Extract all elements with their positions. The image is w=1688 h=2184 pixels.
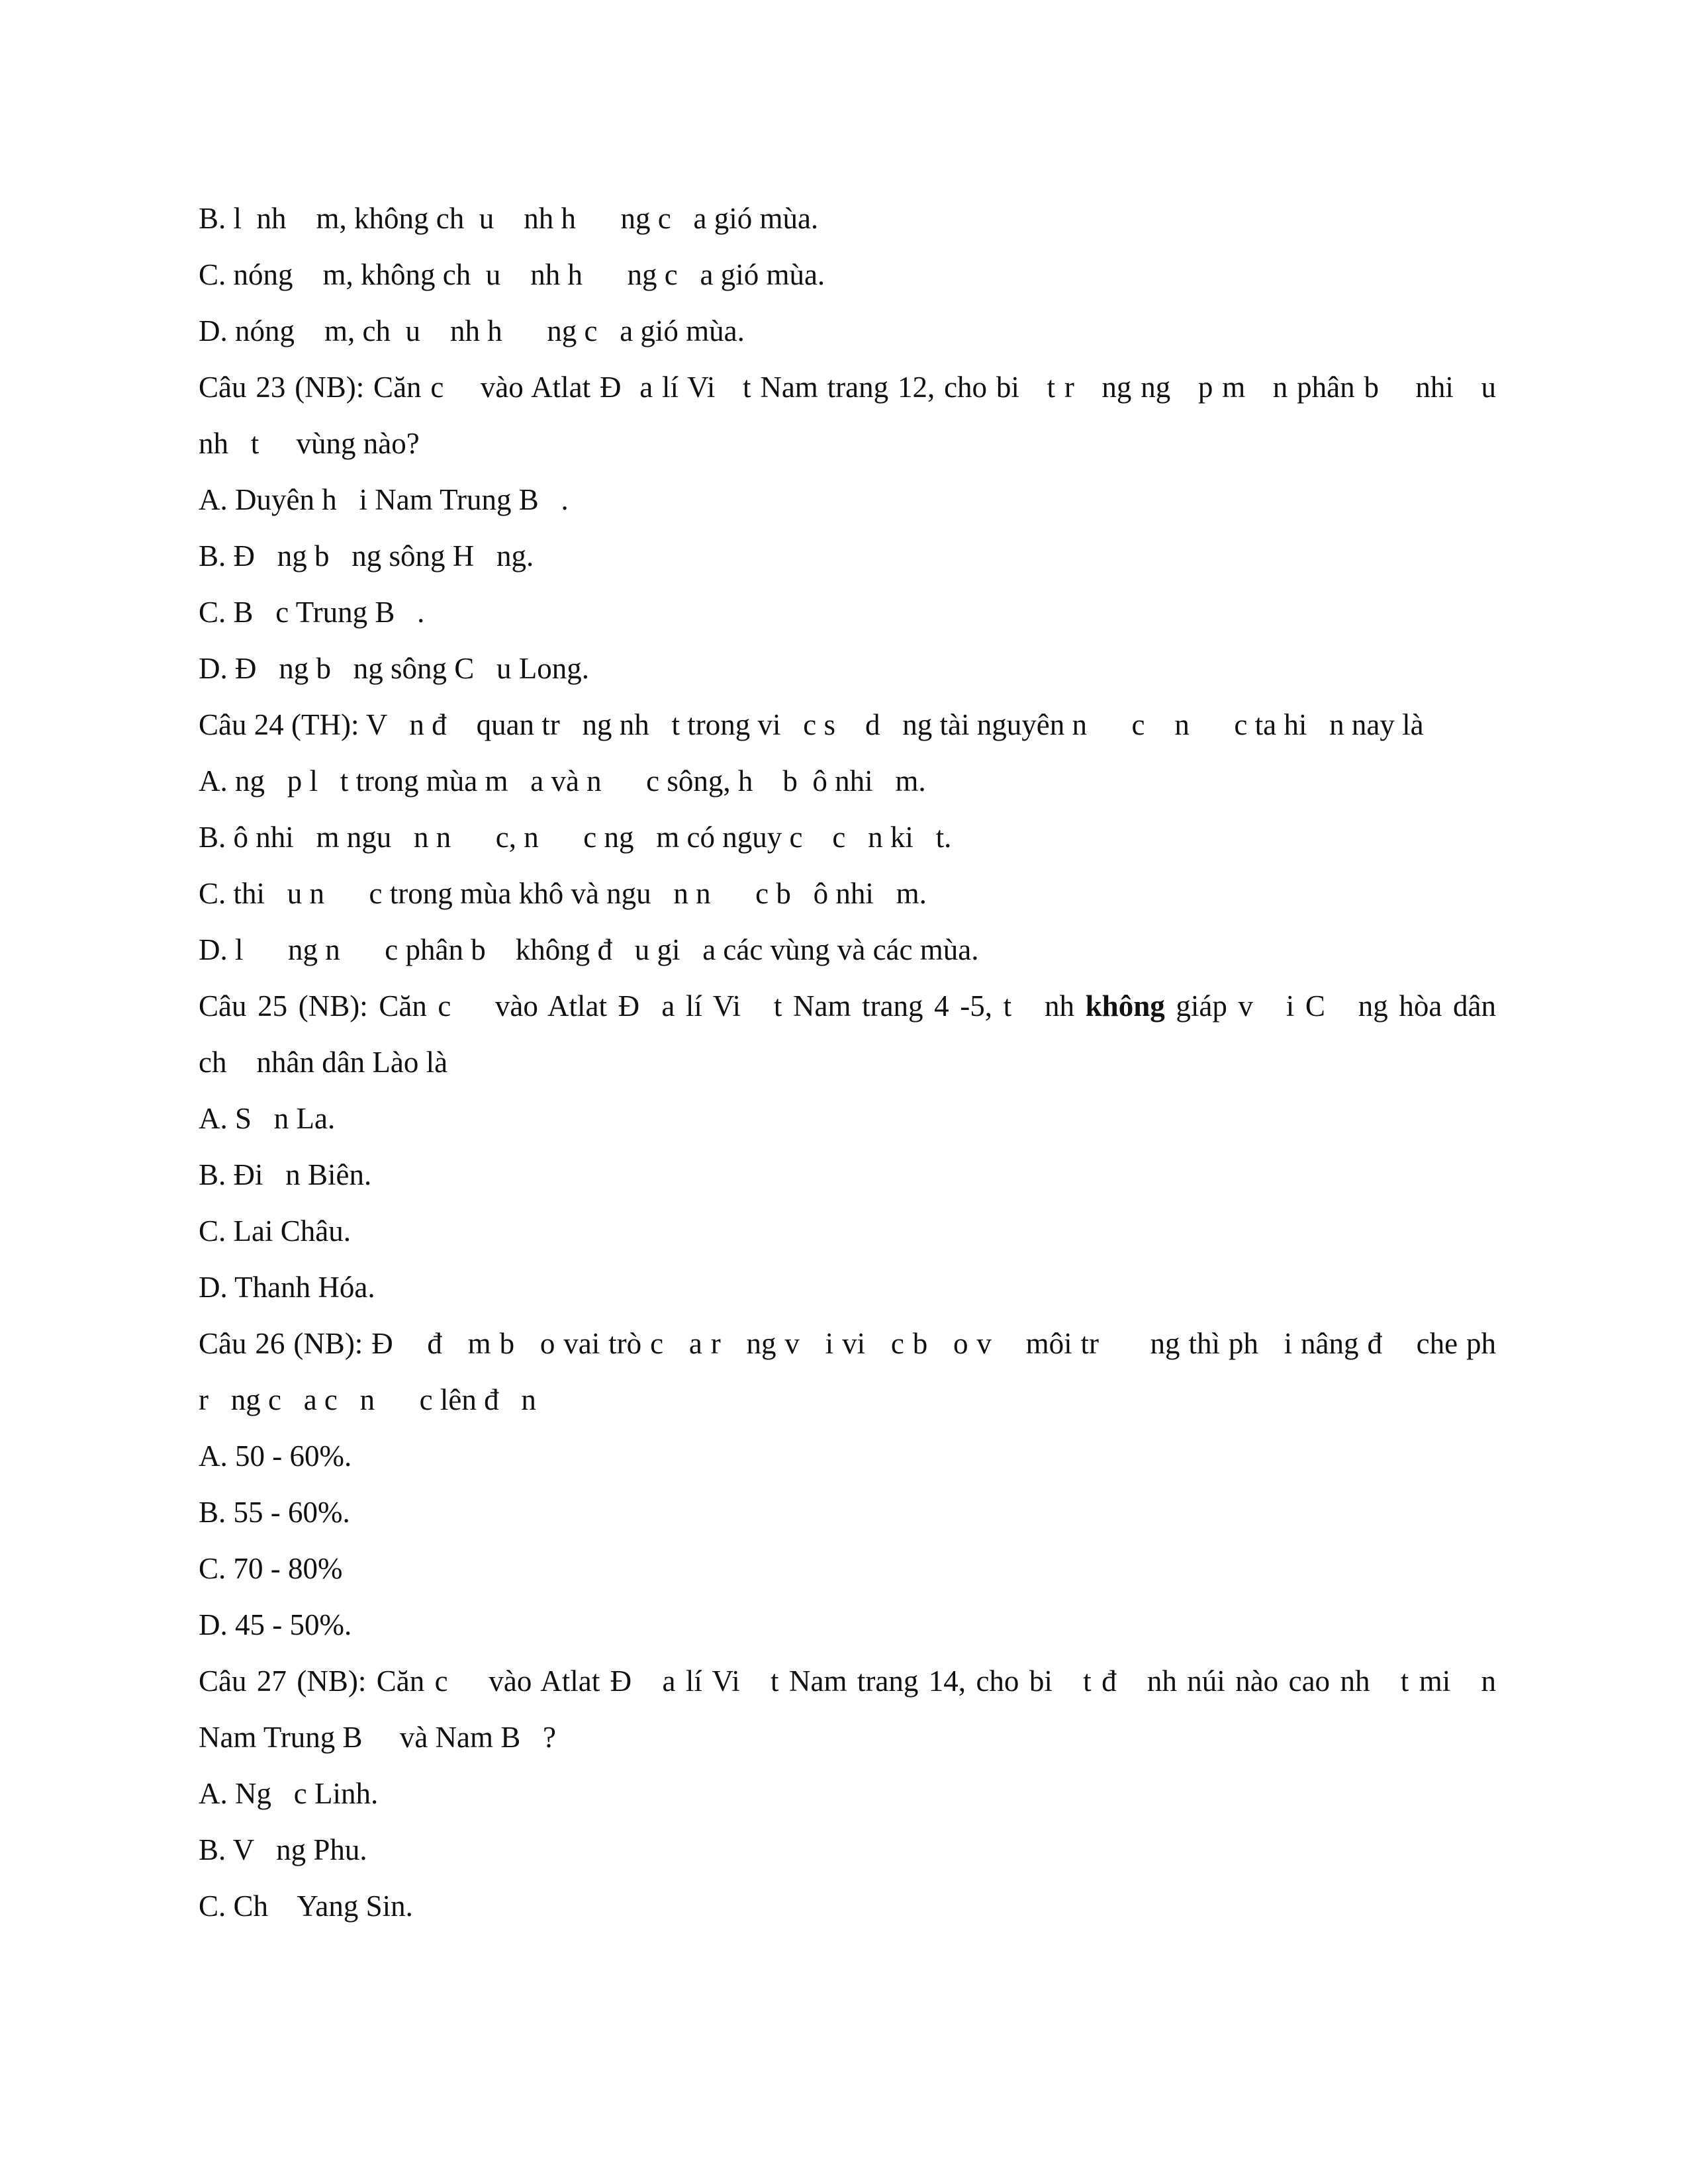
question-line: nh t vùng nào? [199, 427, 420, 460]
answer-line: A. S n La. [199, 1102, 336, 1135]
answer-line: B. 55 - 60%. [199, 1496, 350, 1529]
question-line: r ng c a c n c lên đ n [199, 1383, 536, 1416]
answer-line: A. Ng c Linh. [199, 1777, 379, 1810]
answer-line: C. B c Trung B . [199, 596, 425, 629]
answer-line: B. ô nhi m ngu n n c, n c ng m có nguy c c n ki t. [199, 821, 952, 854]
answer-line: A. ng p l t trong mùa m a và n c sông, h b ô nhi m. [199, 764, 926, 797]
question-line: Câu 23 (NB): Căn c vào Atlat Đ a lí Vi t Nam trang 12, cho bi t r ng ng p m n phân b nhi u [199, 371, 1496, 404]
answer-line: D. 45 - 50%. [199, 1608, 352, 1641]
answer-line: A. Duyên h i Nam Trung B . [199, 483, 569, 516]
answer-line: B. Đi n Biên. [199, 1158, 372, 1191]
answer-line: D. l ng n c phân b không đ u gi a các vùng và các mùa. [199, 933, 979, 966]
answer-line: B. V ng Phu. [199, 1833, 367, 1866]
answer-line: C. nóng m, không ch u nh h ng c a gió mùa. [199, 258, 825, 291]
answer-line: B. l nh m, không ch u nh h ng c a gió mùa. [199, 202, 819, 235]
bold-keyword: không [1085, 989, 1165, 1023]
question-line: Nam Trung B và Nam B ? [199, 1721, 556, 1754]
answer-line: C. thi u n c trong mùa khô và ngu n n c b ô nhi m. [199, 877, 927, 910]
answer-line: C. Ch Yang Sin. [199, 1889, 413, 1923]
question-line: Câu 27 (NB): Căn c vào Atlat Đ a lí Vi t Nam trang 14, cho bi t đ nh núi nào cao nh t mi n [199, 1664, 1496, 1698]
question-line: Câu 25 (NB): Căn c vào Atlat Đ a lí Vi t Nam trang 4 -5, t nh không giáp v i C ng hòa dân [199, 989, 1496, 1023]
answer-line: A. 50 - 60%. [199, 1439, 352, 1473]
answer-line: D. Thanh Hóa. [199, 1271, 375, 1304]
answer-line: C. 70 - 80% [199, 1552, 343, 1585]
question-line: Câu 24 (TH): V n đ quan tr ng nh t trong vi c s d ng tài nguyên n c n c ta hi n nay là [199, 708, 1424, 741]
question-line: ch nhân dân Lào là [199, 1046, 448, 1079]
answer-line: D. Đ ng b ng sông C u Long. [199, 652, 590, 685]
answer-line: D. nóng m, ch u nh h ng c a gió mùa. [199, 314, 745, 347]
question-line: Câu 26 (NB): Đ đ m b o vai trò c a r ng v i vi c b o v môi tr ng thì ph i nâng đ che ph [199, 1327, 1496, 1360]
answer-line: C. Lai Châu. [199, 1214, 351, 1248]
answer-line: B. Đ ng b ng sông H ng. [199, 539, 534, 572]
